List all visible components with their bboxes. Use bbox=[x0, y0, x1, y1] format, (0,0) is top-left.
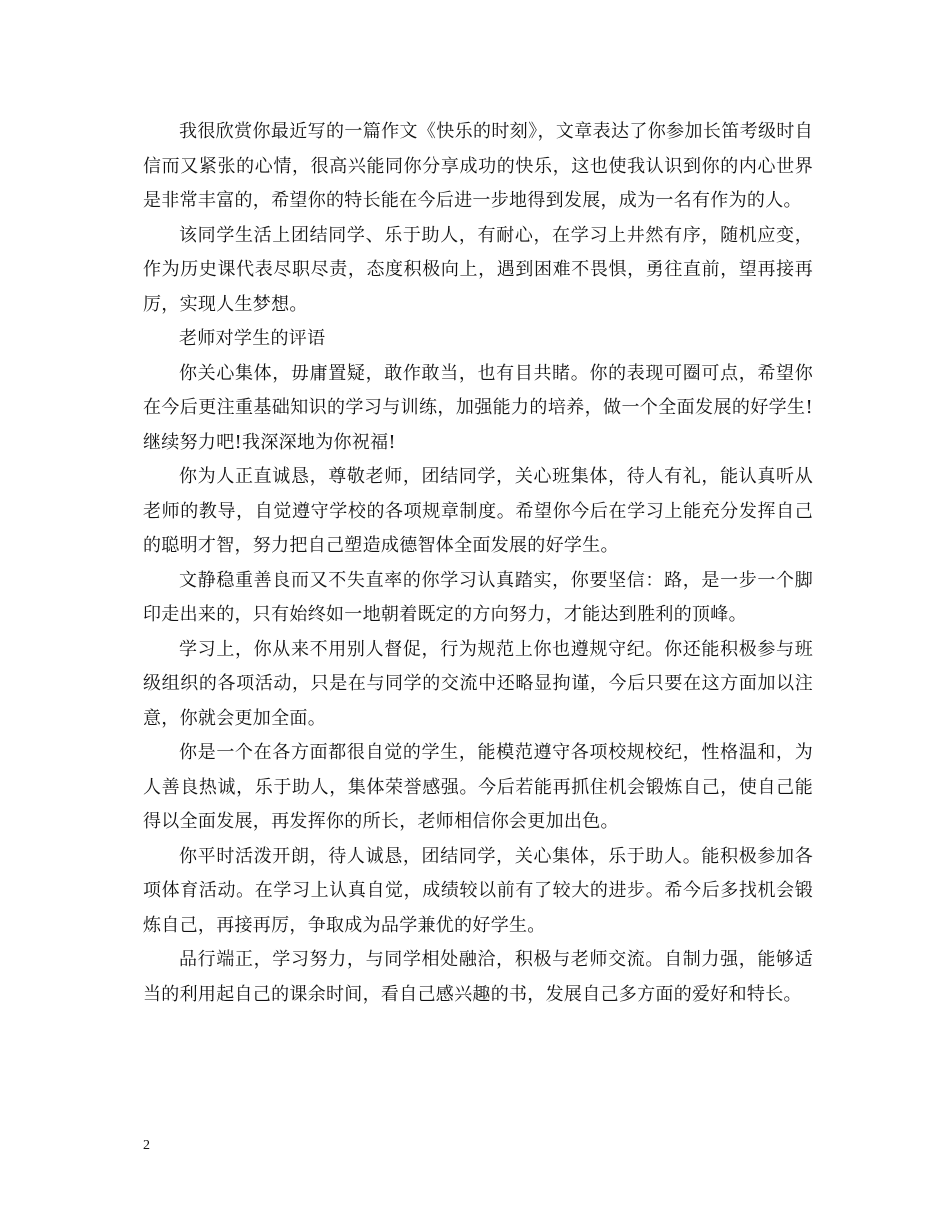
paragraph-history-rep: 该同学生活上团结同学、乐于助人，有耐心，在学习上井然有序，随机应变，作为历史课代表尽职尽责，态度积极向上，遇到困难不畏惧，勇往直前，望再接再厉，实现人生梦想。 bbox=[143, 224, 813, 315]
page-number: 2 bbox=[143, 1138, 150, 1153]
paragraph-self-motivated: 学习上，你从来不用别人督促，行为规范上你也遵规守纪。你还能积极参与班级组织的各项活动，只是在与同学的交流中还略显拘谨，今后只要在这方面加以注意，你就会更加全面。 bbox=[143, 638, 813, 729]
section-heading: 老师对学生的评语 bbox=[179, 328, 326, 349]
paragraph-essay-praise: 我很欣赏你最近写的一篇作文《快乐的时刻》，文章表达了你参加长笛考级时自信而又紧张的心情，很高兴能同你分享成功的快乐，这也使我认识到你的内心世界是非常丰富的，希望你的特长能在今后进一步地得到发展，成为一名有作为的人。 bbox=[143, 121, 813, 211]
paragraph-lively-cheerful: 你平时活泼开朗，待人诚恳，团结同学，关心集体，乐于助人。能积极参加各项体育活动。在学习上认真自觉，成绩较以前有了较大的进步。希今后多找机会锻炼自己，再接再厉，争取成为品学兼优的好学生。 bbox=[143, 845, 813, 936]
paragraph-honest-respectful: 你为人正直诚恳，尊敬老师，团结同学，关心班集体，待人有礼，能认真听从老师的教导，自觉遵守学校的各项规章制度。希望你今后在学习上能充分发挥自己的聪明才智，努力把自己塑造成德智体全面发展的好学生。 bbox=[143, 466, 813, 556]
paragraph-good-conduct: 品行端正，学习努力，与同学相处融洽，积极与老师交流。自制力强，能够适当的利用起自己的课余时间，看自己感兴趣的书，发展自己多方面的爱好和特长。 bbox=[143, 949, 813, 1005]
document-body bbox=[143, 115, 813, 1012]
paragraph-caring-collective: 你关心集体，毋庸置疑，敢作敢当，也有目共睹。你的表现可圈可点，希望你在今后更注重基础知识的学习与训练，加强能力的培养，做一个全面发展的好学生!继续努力吧!我深深地为你祝福! bbox=[143, 362, 813, 453]
paragraph-quiet-steady: 文静稳重善良而又不失直率的你学习认真踏实，你要坚信：路，是一步一个脚印走出来的，只有始终如一地朝着既定的方向努力，才能达到胜利的顶峰。 bbox=[143, 569, 813, 625]
paragraph-self-disciplined: 你是一个在各方面都很自觉的学生，能模范遵守各项校规校纪，性格温和，为人善良热诚，乐于助人，集体荣誉感强。今后若能再抓住机会锻炼自己，使自己能得以全面发展，再发挥你的所长，老师相信你会更加出色。 bbox=[143, 742, 813, 832]
